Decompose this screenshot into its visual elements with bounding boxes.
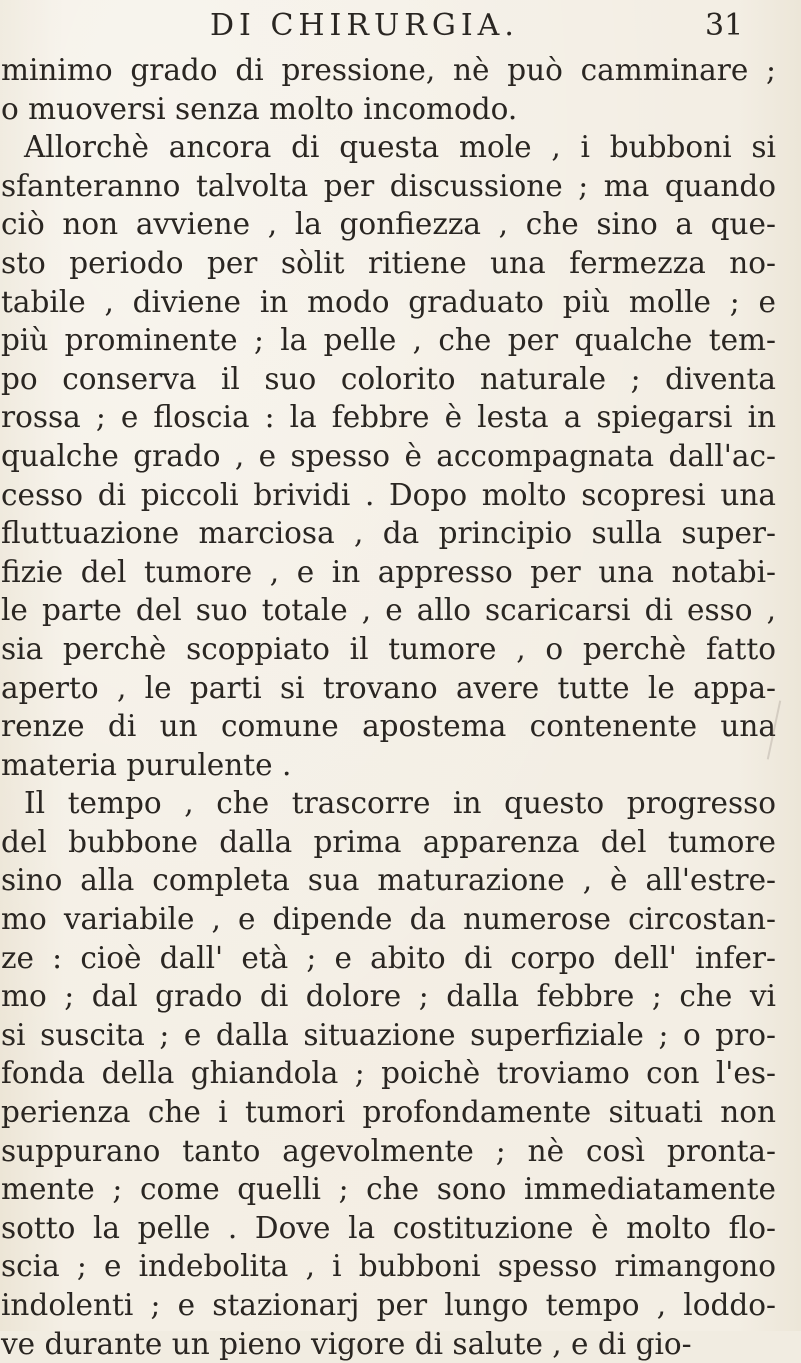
text-line: cesso di piccoli brividi . Dopo molto scopresi una <box>1 477 776 512</box>
text-line: più prominente ; la pelle , che per qualche tem- <box>1 323 776 358</box>
text-line: fizie del tumore , e in appresso per una notabi- <box>1 554 776 589</box>
text-line: perienza che i tumori profondamente situati non <box>1 1095 776 1130</box>
text-line: sia perchè scoppiato il tumore , o perchè fatto <box>1 631 776 666</box>
text-line: po conserva il suo colorito naturale ; diventa <box>1 361 776 396</box>
text-line: del bubbone dalla prima apparenza del tumore <box>1 824 776 859</box>
running-head <box>0 8 801 48</box>
text-line: scia ; e indebolita , i bubboni spesso rimangono <box>1 1249 776 1284</box>
text-line: indolenti ; e stazionarj per lungo tempo , loddo- <box>1 1288 776 1322</box>
text-line: si suscita ; e dalla situazione superfiziale ; o pro- <box>1 1017 776 1052</box>
text-line: fluttuazione marciosa , da principio sulla super- <box>1 516 776 551</box>
text-line: renze di un comune apostema contenente una <box>1 709 776 744</box>
page-number: 31 <box>705 8 744 43</box>
paragraph-start-line: Allorchè ancora di questa mole , i bubboni si <box>24 130 776 165</box>
text-line: mo ; dal grado di dolore ; dalla febbre ; che vi <box>1 979 776 1014</box>
text-line: ze : cioè dall' età ; e abito di corpo dell' infer- <box>1 940 776 975</box>
text-line: fonda della ghiandola ; poichè troviamo con l'es- <box>1 1056 776 1091</box>
text-line: ve durante un pieno vigore di salute , e di gio- <box>1 1326 692 1361</box>
text-line: aperto , le parti si trovano avere tutte le appa- <box>1 670 776 705</box>
text-line: ciò non avviene , la gonfiezza , che sino a que- <box>1 207 776 242</box>
text-line: sfanteranno talvolta per discussione ; ma quando <box>1 168 776 203</box>
text-line: mente ; come quelli ; che sono immediatamente <box>1 1172 776 1207</box>
text-line: sto periodo per sòlit ritiene una fermezza no- <box>1 245 776 280</box>
text-line: mo variabile , e dipende da numerose circostan- <box>1 902 776 937</box>
paragraph-start-line: Il tempo , che trascorre in questo progresso <box>24 786 776 821</box>
running-title: DI CHIRURGIA. <box>210 8 519 43</box>
text-line: sotto la pelle . Dove la costituzione è molto flo- <box>1 1210 776 1245</box>
text-line: suppurano tanto agevolmente ; nè così pronta- <box>1 1133 776 1168</box>
text-line: rossa ; e floscia : la febbre è lesta a spiegarsi in <box>1 400 776 435</box>
text-line: o muoversi senza molto incomodo. <box>1 91 518 126</box>
text-line: le parte del suo totale , e allo scaricarsi di esso , <box>1 593 776 628</box>
text-line: materia purulente . <box>1 747 292 782</box>
body-text <box>0 51 801 1363</box>
text-line: qualche grado , e spesso è accompagnata dall'ac- <box>1 438 776 473</box>
text-line: sino alla completa sua maturazione , è all'estre- <box>1 863 776 898</box>
text-line: minimo grado di pressione, nè può camminare ; <box>1 53 776 87</box>
text-line: tabile , diviene in modo graduato più molle ; e <box>1 284 776 319</box>
